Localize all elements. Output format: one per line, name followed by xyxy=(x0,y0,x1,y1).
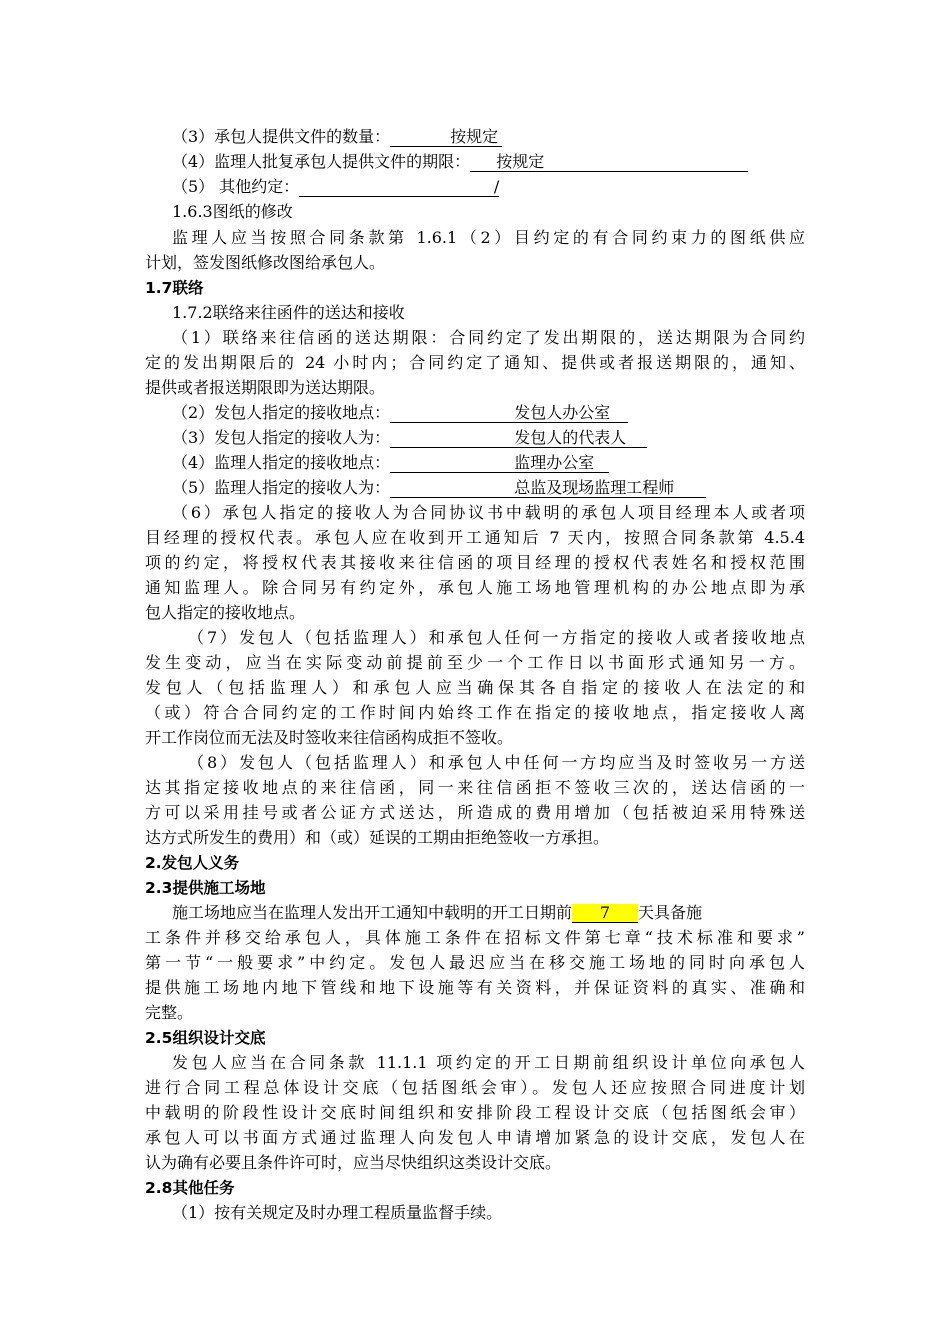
value-text: 发包人办公室 xyxy=(514,403,611,422)
value-text: 发包人的代表人 xyxy=(514,428,627,447)
paragraph-line: （或）符合合同约定的工作时间内始终工作在指定的接收地点，指定接收人离 xyxy=(145,703,805,722)
item-1-6-4-deadline xyxy=(172,150,832,174)
item-1-6-5-other xyxy=(172,175,832,199)
paragraph-line: 达方式所发生的费用）和（或）延误的工期由拒绝签收一方承担。 xyxy=(145,828,610,847)
label: （5） 其他约定： xyxy=(172,177,300,196)
paragraph-line: 提供施工场地内地下管线和地下设施等有关资料，并保证资料的真实、准确和 xyxy=(145,978,805,997)
heading-2-5: 2.5组织设计交底 xyxy=(145,1029,266,1047)
paragraph-line: 包人指定的接收地点。 xyxy=(145,603,306,622)
paragraph-line: 计划，签发图纸修改图给承包人。 xyxy=(145,253,386,272)
text: 施工场地应当在监理人发出开工通知中载明的开工日期前 xyxy=(172,903,573,922)
filled-value xyxy=(390,479,706,498)
label: （3）承包人提供文件的数量： xyxy=(172,127,391,146)
paragraph-line: 定的发出期限后的 24 小时内；合同约定了通知、提供或者报送期限的，通知、 xyxy=(145,353,805,372)
paragraph-line: 工条件并移交给承包人，具体施工条件在招标文件第七章“技术标准和要求” xyxy=(145,928,805,947)
label: （5）监理人指定的接收人为： xyxy=(172,478,391,497)
paragraph-line: （1）按有关规定及时办理工程质量监督手续。 xyxy=(172,1203,503,1222)
label: （4）监理人批复承包人提供文件的期限： xyxy=(172,152,471,171)
item-1-7-5-recipient xyxy=(172,476,832,500)
filled-value xyxy=(390,429,647,448)
heading-2-8: 2.8其他任务 xyxy=(145,1179,235,1197)
paragraph-line: 达其指定接收地点的来往信函，同一来往信函拒不签收三次的，送达信函的一 xyxy=(145,778,805,797)
paragraph-line: 承包人可以书面方式通过监理人向发包人申请增加紧急的设计交底，发包人在 xyxy=(145,1128,805,1147)
value-text: 按规定 xyxy=(496,152,545,171)
filled-value xyxy=(299,178,499,197)
paragraph-line: 监理人应当按照合同条款第 1.6.1（2）目约定的有合同约束力的图纸供应 xyxy=(172,228,805,247)
paragraph-line: （6）承包人指定的接收人为合同协议书中载明的承包人项目经理本人或者项 xyxy=(172,503,805,522)
filled-value xyxy=(390,454,609,473)
label: （3）发包人指定的接收人为： xyxy=(172,428,391,447)
heading-2: 2.发包人义务 xyxy=(145,854,240,872)
paragraph-line: 发包人（包括监理人）和承包人应当确保其各自指定的接收人在法定的和 xyxy=(145,678,805,697)
paragraph-line: 通知监理人。除合同另有约定外，承包人施工场地管理机构的办公地点即为承 xyxy=(145,578,805,597)
paragraph-line: （7）发包人（包括监理人）和承包人任何一方指定的接收人或者接收地点 xyxy=(188,628,805,647)
label: （2）发包人指定的接收地点： xyxy=(172,403,391,422)
paragraph-line: 方可以采用挂号或者公证方式送达，所造成的费用增加（包括被迫采用特殊送 xyxy=(145,803,805,822)
value-text: 按规定 xyxy=(450,127,499,146)
paragraph-line: 项的约定，将授权代表其接收来往信函的项目经理的授权代表姓名和授权范围 xyxy=(145,553,805,572)
paragraph-line: 完整。 xyxy=(145,1003,194,1022)
item-1-7-3-recipient xyxy=(172,426,832,450)
filled-value xyxy=(390,128,502,147)
label: （4）监理人指定的接收地点： xyxy=(172,453,391,472)
paragraph-line: 认为确有必要且条件许可时，应当尽快组织这类设计交底。 xyxy=(145,1153,562,1172)
paragraph-line: 开工作岗位而无法及时签收来往信函构成拒不签收。 xyxy=(145,728,514,747)
filled-value xyxy=(390,404,628,423)
item-1-7-4-location xyxy=(172,451,832,475)
paragraph-line: 目经理的授权代表。承包人应在收到开工通知后 7 天内，按照合同条款第 4.5.4 xyxy=(145,528,805,547)
subheading-1-7-2: 1.7.2联络来往函件的送达和接收 xyxy=(172,303,405,322)
highlighted-days: 7 xyxy=(572,904,638,923)
item-1-6-3-count xyxy=(172,125,832,149)
value-text: 监理办公室 xyxy=(514,453,595,472)
heading-1-7: 1.7联络 xyxy=(145,279,204,297)
paragraph-line-2-3 xyxy=(172,901,832,925)
paragraph-line: 第一节“一般要求”中约定。发包人最迟应当在移交施工场地的同时向承包人 xyxy=(145,953,805,972)
paragraph-line: 进行合同工程总体设计交底（包括图纸会审）。发包人还应按照合同进度计划 xyxy=(145,1078,805,1097)
paragraph-line: （8）发包人（包括监理人）和承包人中任何一方均应当及时签收另一方送 xyxy=(188,753,805,772)
value-text: 总监及现场监理工程师 xyxy=(514,478,675,497)
item-1-7-2-location xyxy=(172,401,832,425)
paragraph-line: （1）联络来往信函的送达期限：合同约定了发出期限的，送达期限为合同约 xyxy=(172,328,805,347)
value-text: / xyxy=(493,177,500,196)
subheading-1-6-3: 1.6.3图纸的修改 xyxy=(172,202,293,221)
filled-value xyxy=(470,153,748,172)
paragraph-line: 中载明的阶段性设计交底时间组织和安排阶段工程设计交底（包括图纸会审） xyxy=(145,1103,805,1122)
paragraph-line: 发包人应当在合同条款 11.1.1 项约定的开工日期前组织设计单位向承包人 xyxy=(172,1053,805,1072)
heading-2-3: 2.3提供施工场地 xyxy=(145,879,266,897)
paragraph-line: 提供或者报送期限即为送达期限。 xyxy=(145,378,386,397)
text: 天具备施 xyxy=(638,903,703,922)
paragraph-line: 发生变动，应当在实际变动前提前至少一个工作日以书面形式通知另一方。 xyxy=(145,653,805,672)
